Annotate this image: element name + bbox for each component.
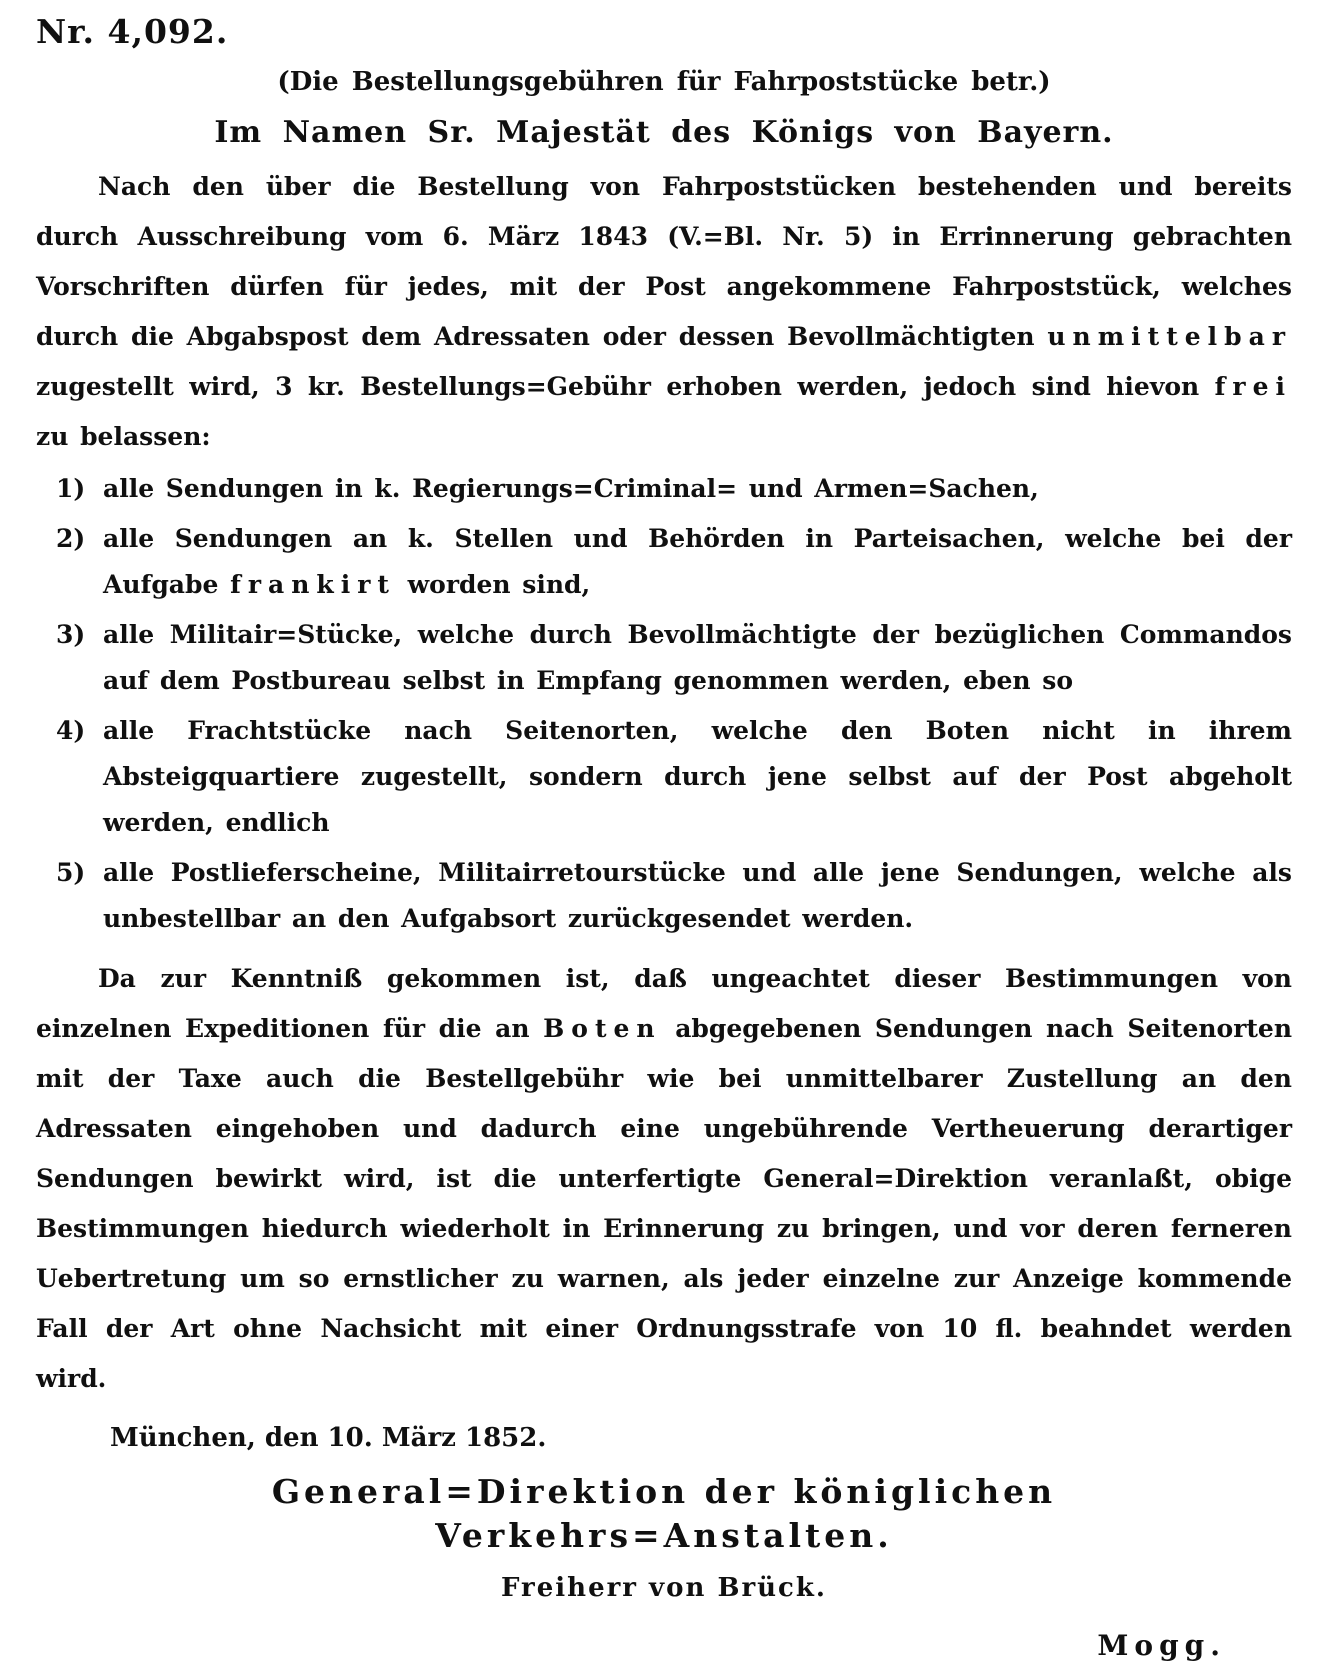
- text-segment: alle Militair=Stücke, welche durch Bevollmächtigte der bezüglichen Commandos auf dem Postbureau selbst in Empfang genommen werden, eben so: [103, 620, 1292, 695]
- text-segment: alle Sendungen in k. Regierungs=Criminal= und Armen=Sachen,: [103, 474, 1039, 503]
- dateline: München, den 10. März 1852.: [110, 1423, 547, 1453]
- emphasized-text-segment: frei: [1214, 372, 1292, 401]
- emphasized-text-segment: frankirt: [230, 570, 396, 599]
- paragraph-warning: [36, 954, 1292, 1404]
- document-number: Nr. 4,092.: [36, 12, 229, 51]
- proclamation-line: Im Namen Sr. Majestät des Königs von Bayern.: [214, 115, 1114, 150]
- paragraph-intro: [36, 162, 1292, 462]
- list-item-5: [36, 850, 1292, 942]
- list-item-5-text: [103, 858, 1292, 933]
- list-item-2-text: [103, 524, 1292, 599]
- issuer-line: General=Direktion der königlichen Verkehrs=Anstalten.: [271, 1472, 1057, 1555]
- signatory-line: Freiherr von Brück.: [501, 1573, 827, 1603]
- text-segment: alle Sendungen an k. Stellen und Behörden in Parteisachen, welche bei der Aufgabe: [103, 524, 1292, 599]
- list-item-4: [36, 708, 1292, 846]
- text-segment: Da zur Kenntniß gekommen ist, daß ungeachtet dieser Bestimmungen von einzelnen Expeditionen für die an: [36, 964, 1292, 1043]
- list-item-4-number: 4): [56, 716, 86, 745]
- list-item-3-number: 3): [56, 620, 86, 649]
- emphasized-text-segment: Boten: [543, 1014, 662, 1043]
- emphasized-text-segment: unmittelbar: [1047, 322, 1292, 351]
- list-item-5-number: 5): [56, 858, 86, 887]
- list-item-3: [36, 612, 1292, 704]
- list-item-1-number: 1): [56, 474, 86, 503]
- list-item-1: [36, 466, 1292, 512]
- list-item-1-text: [103, 474, 1039, 503]
- text-segment: zugestellt wird, 3 kr. Bestellungs=Gebühr erhoben werden, jedoch sind hievon: [36, 372, 1215, 401]
- exemption-list: [36, 466, 1292, 942]
- text-segment: abgegebenen Sendungen nach Seitenorten mit der Taxe auch die Bestellgebühr wie bei unmittelbarer Zustellung an den Adressaten eingehoben und dadurch eine ungebührende Vertheuerung derartiger Sendungen bewirkt wird, ist die unterfertigte General=Direktion veranlaßt, obige Bestimmungen hiedurch wiederholt in Erinnerung zu bringen, und vor deren ferneren Uebertretung um so ernstlicher zu warnen, als jeder einzelne zur Anzeige kommende Fall der Art ohne Nachsicht mit einer Ordnungsstrafe von 10 fl. beahndet werden wird.: [36, 1014, 1292, 1393]
- text-segment: alle Postlieferscheine, Militairretourstücke und alle jene Sendungen, welche als unbestellbar an den Aufgabsort zurückgesendet werden.: [103, 858, 1292, 933]
- list-item-4-text: [103, 716, 1292, 837]
- text-segment: zu belassen:: [36, 422, 211, 451]
- subject-line: (Die Bestellungsgebühren für Fahrpoststücke betr.): [277, 67, 1051, 97]
- text-segment: alle Frachtstücke nach Seitenorten, welche den Boten nicht in ihrem Absteigquartiere zugestellt, sondern durch jene selbst auf der Post abgeholt werden, endlich: [103, 716, 1292, 837]
- countersignature: Mogg.: [1097, 1629, 1226, 1662]
- list-item-2: [36, 516, 1292, 608]
- text-segment: worden sind,: [395, 570, 591, 599]
- list-item-3-text: [103, 620, 1292, 695]
- text-segment: Nach den über die Bestellung von Fahrpoststücken bestehenden und bereits durch Ausschreibung vom 6. März 1843 (V.=Bl. Nr. 5) in Errinnerung gebrachten Vorschriften dürfen für jedes, mit der Post angekommene Fahrpoststück, welches durch die Abgabspost dem Adressaten oder dessen Bevollmächtigten: [36, 172, 1292, 351]
- list-item-2-number: 2): [56, 524, 86, 553]
